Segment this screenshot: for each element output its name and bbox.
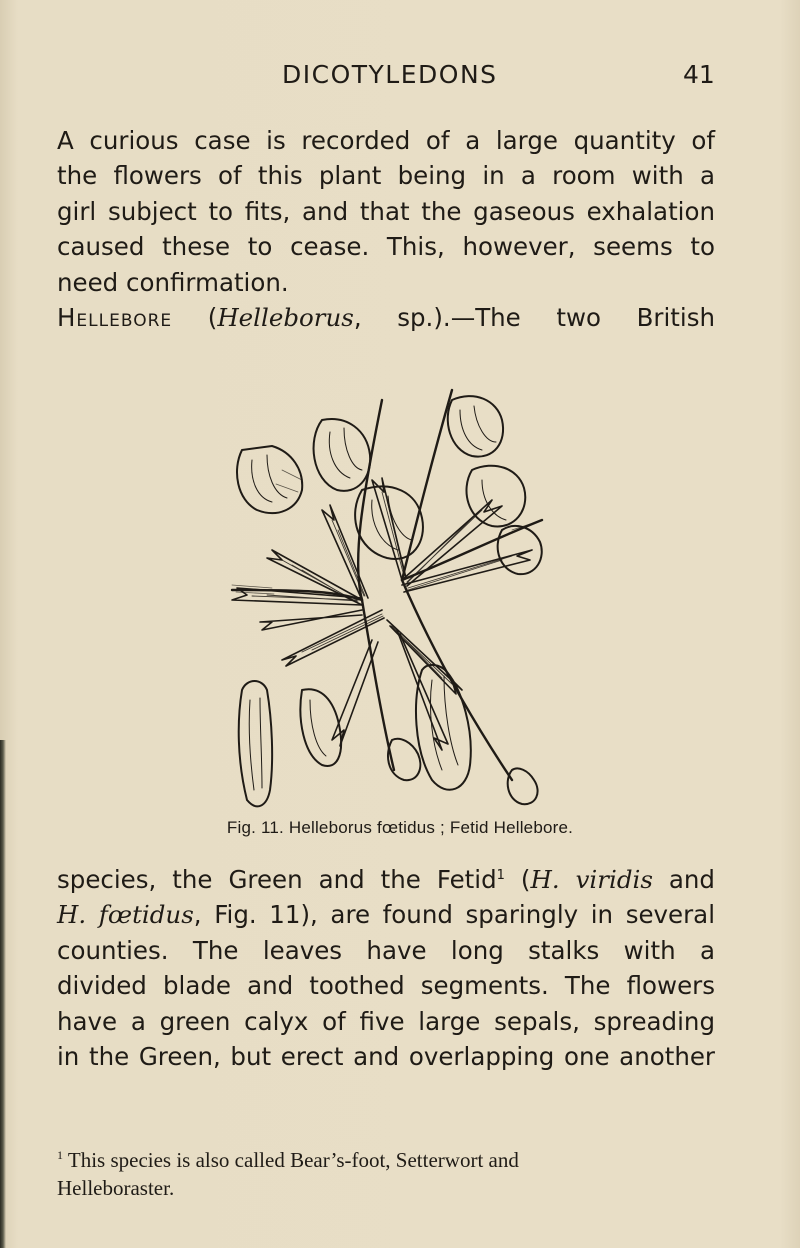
text-fragment: species, the Green and the Fetid xyxy=(57,865,497,894)
footnote-line xyxy=(57,1146,715,1174)
footnote xyxy=(57,1146,715,1202)
text-fragment: ( xyxy=(504,865,531,894)
footnote-line: Helleboraster. xyxy=(57,1176,175,1200)
hellebore-latin: Helleborus xyxy=(217,303,354,333)
text-line xyxy=(57,862,715,897)
species-name: H. viridis xyxy=(530,865,653,894)
text-line: the flowers of this plant being in a room with a xyxy=(57,161,715,191)
paragraph-2 xyxy=(57,862,715,1074)
text-line: caused these to cease. This, however, seems to xyxy=(57,232,715,262)
footnote-text: This species is also called Bear’s-foot, Setterwort and xyxy=(63,1148,519,1172)
page-edge-shadow xyxy=(0,740,6,1248)
hellebore-open: ( xyxy=(172,303,218,333)
footnote-marker: 1 xyxy=(496,868,505,883)
text-line: counties. The leaves have long stalks with a xyxy=(57,935,715,965)
text-fragment: and xyxy=(652,865,715,894)
hellebore-illustration xyxy=(212,360,590,820)
figure-caption: Fig. 11. Helleborus fœtidus ; Fetid Hellebore. xyxy=(226,818,574,837)
paragraph-1 xyxy=(57,123,715,335)
text-line: in the Green, but erect and overlapping one another xyxy=(57,1042,715,1072)
text-line: A curious case is recorded of a large quantity of xyxy=(57,126,715,155)
text-fragment: , Fig. 11), are found sparingly in several xyxy=(193,900,716,930)
text-line: have a green calyx of five large sepals, spreading xyxy=(57,1006,715,1036)
running-head: DICOTYLEDONS xyxy=(282,60,498,89)
footnote-number: 1 xyxy=(57,1148,63,1162)
hellebore-heading: Hellebore xyxy=(57,303,173,333)
text-line: need confirmation. xyxy=(57,267,289,297)
hellebore-engraving-svg xyxy=(212,360,590,820)
hellebore-heading-line xyxy=(57,300,715,335)
page-header xyxy=(0,60,800,100)
text-line: divided blade and toothed segments. The flowers xyxy=(57,971,715,1001)
species-name: H. fœtidus xyxy=(57,900,194,930)
text-line xyxy=(57,897,715,932)
page-number: 41 xyxy=(683,60,715,89)
hellebore-rest: , sp.).—The two British xyxy=(353,303,715,333)
text-line: girl subject to fits, and that the gaseous exhalation xyxy=(57,196,715,226)
